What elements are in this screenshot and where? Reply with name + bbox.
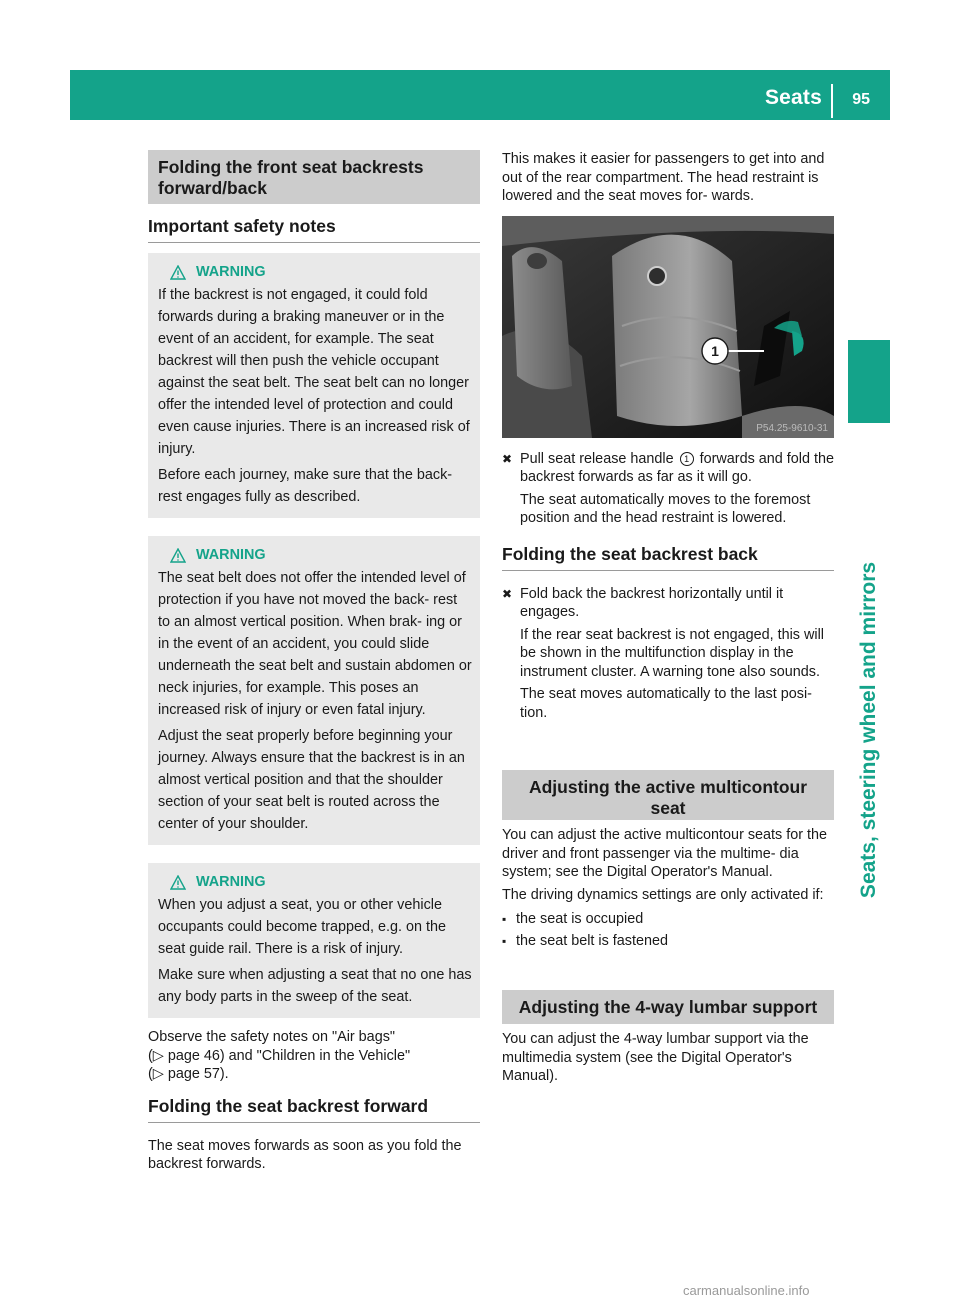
- warning-label: WARNING: [196, 264, 266, 280]
- step-text: Pull seat release handle: [520, 450, 674, 467]
- step-arrow-icon: ✖: [502, 451, 513, 466]
- lumbar-text: You can adjust the 4-way lumbar support via the multimedia system (see the Digital Operator's Manual).: [502, 1031, 809, 1084]
- warning-box: [148, 863, 480, 1018]
- side-tab-label: Seats, steering wheel and mirrors: [857, 561, 880, 899]
- back-heading: Folding the seat backrest back: [502, 544, 834, 571]
- right-column: [502, 150, 834, 1086]
- side-tab: [850, 430, 888, 1030]
- callout-marker: 1: [680, 452, 694, 466]
- page-ref-arrow-icon: (▷: [148, 1047, 164, 1064]
- warning-header: [170, 261, 472, 283]
- warning-box: [148, 536, 480, 845]
- lumbar-title: Adjusting the 4-way lumbar support: [502, 990, 834, 1024]
- multicontour-text: The driving dynamics settings are only activated if:: [502, 886, 824, 903]
- step-note: If the rear seat backrest is not engaged, this will be shown in the multifunction display in the instrument cluster. A warning tone also sounds.: [520, 626, 824, 680]
- warning-text: Adjust the seat properly before beginning your journey. Always ensure that the backrest is in an almost vertical position and that the shoulder section of your seat belt is routed across the center of your shoulder.: [158, 728, 465, 832]
- step-text: forwards and fold the backrest forwards as far as it will go.: [520, 450, 835, 485]
- intro-text: This makes it easier for passengers to get into and out of the rear compartment. The head restraint is lowered and the seat moves for- wards.: [502, 151, 825, 204]
- observe-notes: [148, 1028, 480, 1084]
- warning-text: If the backrest is not engaged, it could fold forwards during a braking maneuver or in the event of an accident, for example. The seat backrest will then push the vehicle occupant against the seat belt. The seat belt can no longer offer the intended level of protection and could even cause injuries. There is an increased risk of injury.: [158, 287, 470, 457]
- list-item: [502, 930, 834, 952]
- observe-line: page 46) and "Children in the Vehicle": [167, 1047, 411, 1064]
- step-arrow-icon: ✖: [502, 586, 513, 601]
- instruction-step: [502, 450, 834, 532]
- step-text: Fold back the backrest horizontally until it engages.: [520, 585, 784, 620]
- section-title: Folding the front seat backrests forward/back: [148, 150, 480, 204]
- seat-photo-illustration: [502, 216, 834, 438]
- step-note: The seat automatically moves to the foremost position and the head restraint is lowered.: [520, 491, 811, 526]
- warning-triangle-icon: [170, 265, 186, 280]
- page-number: 95: [852, 91, 870, 108]
- list-item: [502, 908, 834, 930]
- left-column: [148, 150, 480, 1174]
- multicontour-title: Adjusting the active multicontour seat: [502, 770, 834, 820]
- step-note: The seat moves automatically to the last posi- tion.: [520, 686, 812, 721]
- warning-label: WARNING: [196, 874, 266, 890]
- seat-release-photo: [502, 216, 834, 438]
- list-item-text: the seat is occupied: [516, 911, 644, 927]
- photo-code: P54.25-9610-31: [756, 422, 828, 434]
- watermark: carmanualsonline.info: [683, 1283, 810, 1298]
- warning-box: [148, 253, 480, 518]
- warning-header: [170, 871, 472, 893]
- observe-link-airbags[interactable]: [148, 1047, 480, 1066]
- warning-label: WARNING: [196, 547, 266, 563]
- forward-text: The seat moves forwards as soon as you fold the backrest forwards.: [148, 1137, 462, 1172]
- warning-triangle-icon: [170, 875, 186, 890]
- bullet-icon: ▪: [502, 912, 507, 926]
- multicontour-body: [502, 826, 834, 904]
- page-header: [70, 70, 890, 120]
- list-item-text: the seat belt is fastened: [516, 933, 669, 949]
- warning-header: [170, 544, 472, 566]
- safety-heading: Important safety notes: [148, 216, 480, 243]
- side-tab-marker: [848, 340, 890, 423]
- warning-text: The seat belt does not offer the intended level of protection if you have not moved the back- rest to an almost vertical position. When brak- ing or in the event of an accident, you could slide underneath the seat belt and sustain abdomen or neck injuries, for example. This poses an increased risk of injury or even fatal injury.: [158, 570, 472, 718]
- multicontour-text: You can adjust the active multicontour seats for the driver and front passenger via the multime- dia system; see the Digital Operator's Manual.: [502, 827, 828, 880]
- observe-line: Observe the safety notes on "Air bags": [148, 1029, 395, 1045]
- page-ref-arrow-icon: (▷: [148, 1066, 164, 1082]
- instruction-step: [502, 585, 834, 727]
- bullet-icon: ▪: [502, 934, 507, 948]
- chapter-title: Seats: [764, 86, 822, 109]
- observe-line: page 57).: [167, 1066, 229, 1082]
- header-divider: [831, 84, 833, 118]
- warning-triangle-icon: [170, 548, 186, 563]
- observe-link-children[interactable]: [148, 1065, 480, 1084]
- warning-text: Before each journey, make sure that the back- rest engages fully as described.: [158, 467, 453, 505]
- warning-text: Make sure when adjusting a seat that no one has any body parts in the sweep of the seat.: [158, 967, 472, 1005]
- forward-heading: Folding the seat backrest forward: [148, 1096, 480, 1123]
- warning-text: When you adjust a seat, you or other vehicle occupants could become trapped, e.g. on the seat guide rail. There is a risk of injury.: [158, 897, 447, 957]
- photo-callout: 1: [711, 342, 719, 359]
